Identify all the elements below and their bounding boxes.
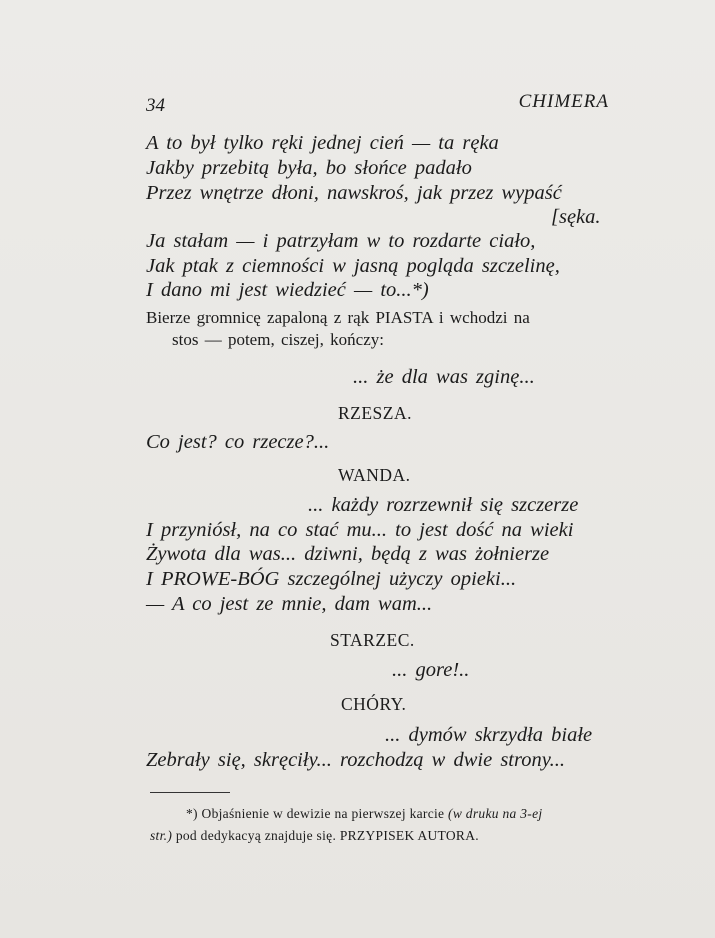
footnote-text: pod dedykacyą znajduje się.	[175, 828, 337, 843]
footnote-text: *) Objaśnienie w dewizie na pierwszej karcie	[186, 806, 445, 821]
speaker-name: STARZEC.	[330, 630, 415, 650]
footnote-italic-text: str.)	[150, 828, 173, 843]
verse-line: Żywota dla was... dziwni, będą z was żołnierze	[146, 543, 550, 565]
verse-line: I przyniósł, na co stać mu... to jest dość na wieki	[146, 519, 574, 541]
verse-line-continuation: [sęka.	[551, 206, 601, 228]
verse-line: Jak ptak z ciemności w jasną pogląda szczelinę,	[146, 255, 560, 277]
verse-line: — A co jest ze mnie, dam wam...	[146, 593, 433, 615]
footnote-line	[186, 803, 542, 824]
footnote-attribution: PRZYPISEK AUTORA.	[339, 828, 479, 843]
verse-line: Ja stałam — i patrzyłam w to rozdarte ciało,	[146, 230, 536, 252]
verse-line: ... gore!..	[392, 659, 470, 681]
verse-line: ... każdy rozrzewnił się szczerze	[308, 494, 579, 516]
verse-line: I PROWE-BÓG szczególnej użyczy opieki...	[146, 568, 517, 590]
page-number: 34	[146, 95, 165, 116]
verse-line: Zebrały się, skręciły... rozchodzą w dwie strony...	[146, 749, 566, 771]
speaker-name: RZESZA.	[338, 403, 412, 423]
verse-line: Jakby przebitą była, bo słońce padało	[146, 157, 472, 179]
footnote-line	[150, 825, 479, 846]
stage-direction-line: stos — potem, ciszej, kończy:	[172, 330, 384, 349]
verse-line: Przez wnętrze dłoni, nawskroś, jak przez wypaść	[146, 182, 562, 204]
stage-direction-line: Bierze gromnicę zapaloną z rąk PIASTA i wchodzi na	[146, 308, 530, 327]
speaker-name: WANDA.	[338, 465, 411, 485]
verse-line: I dano mi jest wiedzieć — to...*)	[146, 279, 429, 301]
verse-line: Co jest? co rzecze?...	[146, 431, 330, 453]
verse-line: ... że dla was zginę...	[353, 366, 535, 388]
footnote-rule	[150, 792, 230, 793]
verse-line: ... dymów skrzydła białe	[385, 724, 593, 746]
verse-line: A to był tylko ręki jednej cień — ta ręka	[146, 132, 499, 154]
running-title: CHIMERA	[518, 91, 609, 112]
speaker-name: CHÓRY.	[341, 694, 407, 714]
footnote-italic-text: (w druku na 3-ej	[448, 806, 543, 821]
